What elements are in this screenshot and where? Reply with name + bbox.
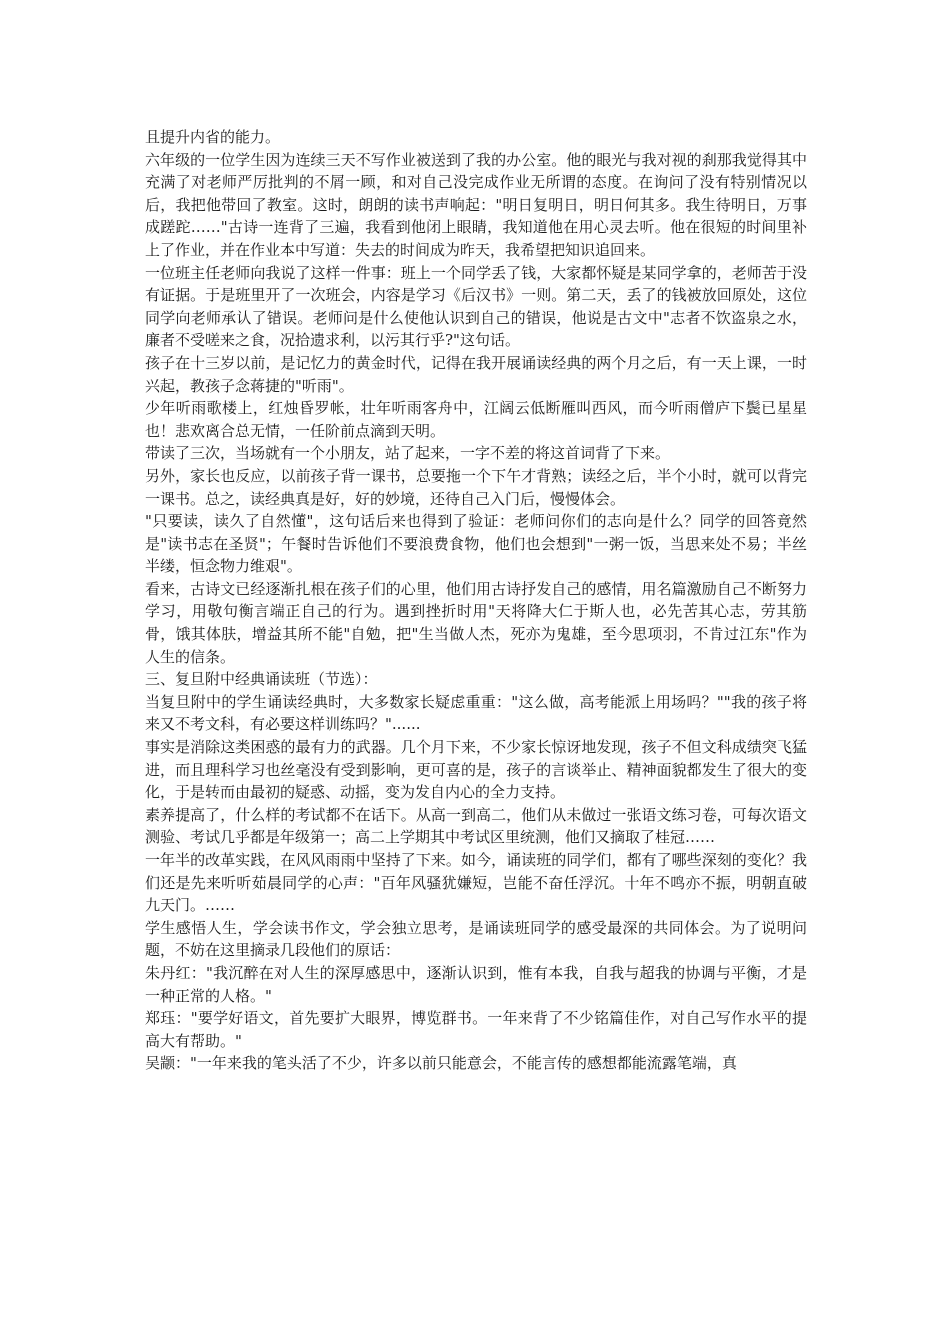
quote-paragraph: 郑珏："要学好语文，首先要扩大眼界，博览群书。一年来背了不少铭篇佳作，对自己写作水平的提高大有帮助。": [145, 1009, 807, 1050]
paragraph: 事实是消除这类困惑的最有力的武器。几个月下来，不少家长惊讶地发现，孩子不但文科成绩突飞猛进，而且理科学习也丝毫没有受到影响，更可喜的是，孩子的言谈举止、精神面貌都发生了很大的变化，于是转而由最初的疑惑、动摇，变为发自内心的全力支持。: [145, 738, 807, 802]
poem-paragraph: 少年听雨歌楼上，红烛昏罗帐，壮年听雨客舟中，江阔云低断雁叫西风，而今听雨僧庐下鬓已星星也！悲欢离合总无情，一任阶前点滴到天明。: [145, 399, 807, 440]
paragraph: 一位班主任老师向我说了这样一件事：班上一个同学丢了钱，大家都怀疑是某同学拿的，老师苦于没有证据。于是班里开了一次班会，内容是学习《后汉书》一则。第二天，丢了的钱被放回原处，这位同学向老师承认了错误。老师问是什么使他认识到自己的错误，他说是古文中"志者不饮盗泉之水，廉者不受嗟来之食，况拾遗求利，以污其行乎?"这句话。: [145, 263, 807, 350]
paragraph: 学生感悟人生，学会读书作文，学会独立思考，是诵读班同学的感受最深的共同体会。为了说明问题，不妨在这里摘录几段他们的原话：: [145, 918, 807, 960]
paragraph: 六年级的一位学生因为连续三天不写作业被送到了我的办公室。他的眼光与我对视的刹那我觉得其中充满了对老师严厉批判的不屑一顾，和对自己没完成作业无所谓的态度。在询问了没有特别情况以后，我把他带回了教室。这时，朗朗的读书声响起："明日复明日，明日何其多。我生待明日，万事成蹉跎……"古诗一连背了三遍，我看到他闭上眼睛，我知道他在用心灵去听。他在很短的时间里补上了作业，并在作业本中写道：失去的时间成为昨天，我希望把知识追回来。: [145, 150, 807, 259]
paragraph: 当复旦附中的学生诵读经典时，大多数家长疑虑重重："这么做，高考能派上用场吗？""我的孩子将来又不考文科，有必要这样训练吗？"......: [145, 692, 807, 734]
paragraph: 另外，家长也反应，以前孩子背一课书，总要拖一个下午才背熟；读经之后，半个小时，就可以背完一课书。总之，读经典真是好，好的妙境，还待自己入门后，慢慢体会。: [145, 466, 807, 508]
document-body: [145, 126, 807, 1075]
paragraph: 孩子在十三岁以前，是记忆力的黄金时代，记得在我开展诵读经典的两个月之后，有一天上课，一时兴起，教孩子念蒋捷的"听雨"。: [145, 353, 807, 395]
quote-paragraph: 吴颛："一年来我的笔头活了不少，许多以前只能意会，不能言传的感想都能流露笔端，真: [145, 1054, 737, 1073]
paragraph: 看来，古诗文已经逐渐扎根在孩子们的心里，他们用古诗抒发自己的感情，用名篇激励自己不断努力学习，用敬句衡言端正自己的行为。遇到挫折时用"天将降大仁于斯人也，必先苦其心志，劳其筋骨，饿其体肤，增益其所不能"自勉，把"生当做人杰，死亦为鬼雄，至今思项羽，不肯过江东"作为人生的信条。: [145, 579, 807, 666]
paragraph: "只要读，读久了自然懂"，这句话后来也得到了验证：老师问你们的志向是什么？同学的回答竟然是"读书志在圣贤"；午餐时告诉他们不要浪费食物，他们也会想到"一粥一饭，当思来处不易；半丝半缕，恒念物力维艰"。: [145, 512, 807, 576]
paragraph: 素养提高了，什么样的考试都不在话下。从高一到高二，他们从未做过一张语文练习卷，可每次语文测验、考试几乎都是年级第一；高二上学期其中考试区里统测，他们又摘取了桂冠……: [145, 805, 807, 847]
paragraph: 带读了三次，当场就有一个小朋友，站了起来，一字不差的将这首词背了下来。: [145, 444, 671, 463]
paragraph: 一年半的改革实践，在风风雨雨中坚持了下来。如今，诵读班的同学们，都有了哪些深刻的变化？我们还是先来听听茹晨同学的心声："百年风骚犹嫌短，岂能不奋任浮沉。十年不鸣亦不振，明朝直破九天门。……: [145, 851, 807, 915]
quote-paragraph: 朱丹红："我沉醉在对人生的深厚感思中，逐渐认识到，惟有本我，自我与超我的协调与平衡，才是一种正常的人格。": [145, 963, 807, 1005]
paragraph: 且提升内省的能力。: [145, 128, 281, 146]
section-heading: 三、复旦附中经典诵读班（节选）：: [145, 670, 378, 689]
